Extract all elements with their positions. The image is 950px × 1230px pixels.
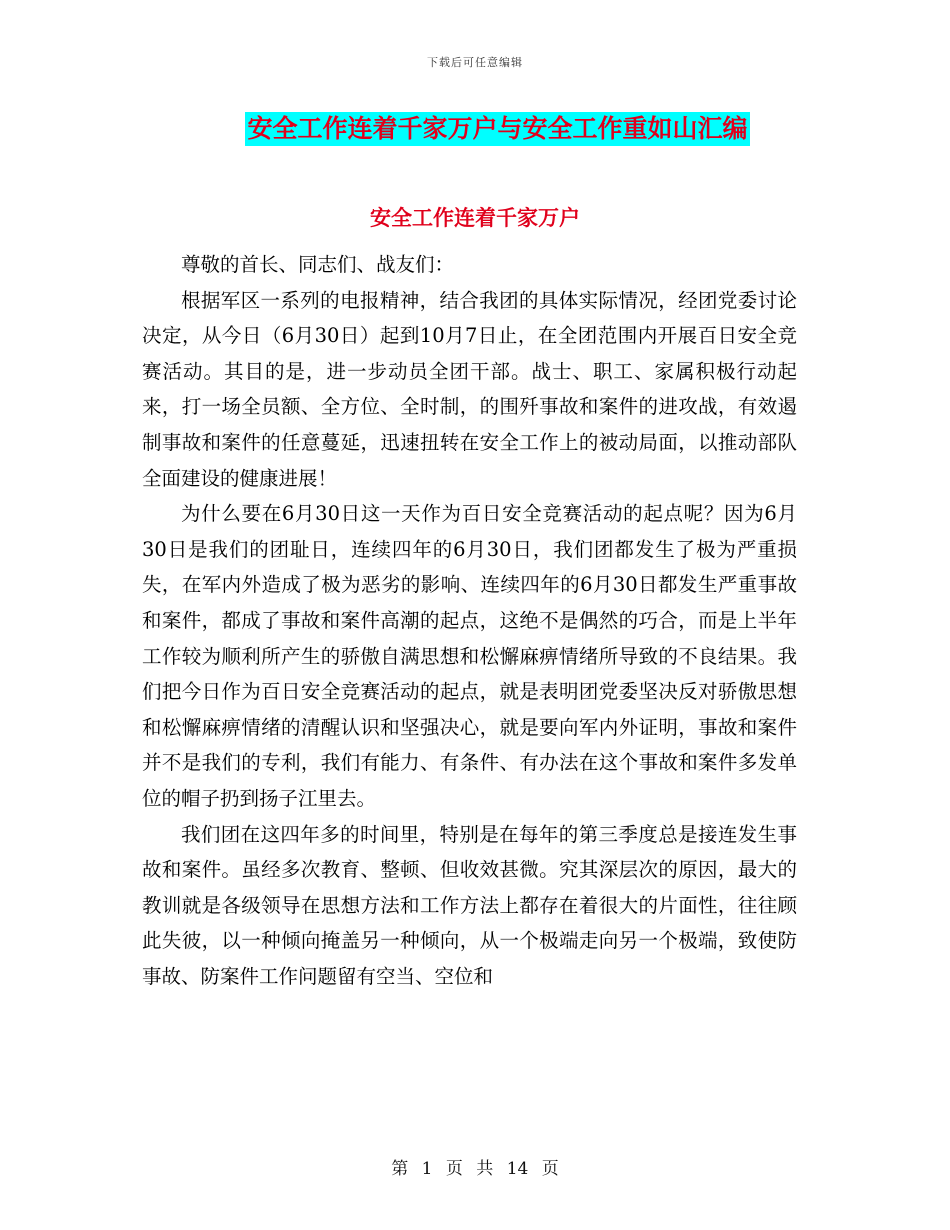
body-paragraph: 根据军区一系列的电报精神，结合我团的具体实际情况，经团党委讨论决定，从今日（6月30日）起到10月7日止，在全团范围内开展百日安全竞赛活动。其目的是，进一步动员全团干部。战士、职工、家属积极行动起来，打一场全员额、全方位、全时制，的围歼事故和案件的进攻战，有效遏制事故和案件的任意蔓延，迅速扭转在安全工作上的被动局面，以推动部队全面建设的健康进展！ (142, 288, 797, 490)
document-title-container (0, 112, 950, 146)
body-paragraph: 我们团在这四年多的时间里，特别是在每年的第三季度总是接连发生事故和案件。虽经多次教育、整顿、但收效甚微。究其深层次的原因，最大的教训就是各级领导在思想方法和工作方法上都存在着很大的片面性，往往顾此失彼，以一种倾向掩盖另一种倾向，从一个极端走向另一个极端，致使防事故、防案件工作问题留有空当、空位和 (142, 822, 797, 988)
footer-total-prefix: 共 (476, 1159, 494, 1179)
footer-total-unit: 页 (541, 1159, 559, 1179)
salutation-paragraph: 尊敬的首长、同志们、战友们： (181, 253, 455, 276)
page-header-note: 下载后可任意编辑 (427, 56, 523, 69)
body-paragraph: 为什么要在6月30日这一天作为百日安全竞赛活动的起点呢？因为6月30日是我们的团耻日，连续四年的6月30日，我们团都发生了极为严重损失，在军内外造成了极为恶劣的影响、连续四年的6月30日都发生严重事故和案件，都成了事故和案件高潮的起点，这绝不是偶然的巧合，而是上半年工作较为顺利所产生的骄傲自满思想和松懈麻痹情绪所导致的不良结果。我们把今日作为百日安全竞赛活动的起点，就是表明团党委坚决反对骄傲思想和松懈麻痹情绪的清醒认识和坚强决心，就是要向军内外证明，事故和案件并不是我们的专利，我们有能力、有条件、有办法在这个事故和案件多发单位的帽子扔到扬子江里去。 (142, 502, 797, 810)
document-body (142, 247, 797, 994)
footer-page-number: 1 (421, 1159, 433, 1179)
document-title: 安全工作连着千家万户与安全工作重如山汇编 (245, 112, 749, 146)
footer-prefix: 第 (391, 1159, 409, 1179)
page-footer (0, 1154, 950, 1179)
section-title: 安全工作连着千家万户 (370, 206, 580, 230)
footer-total-pages: 14 (506, 1159, 529, 1179)
footer-page-unit: 页 (445, 1159, 463, 1179)
